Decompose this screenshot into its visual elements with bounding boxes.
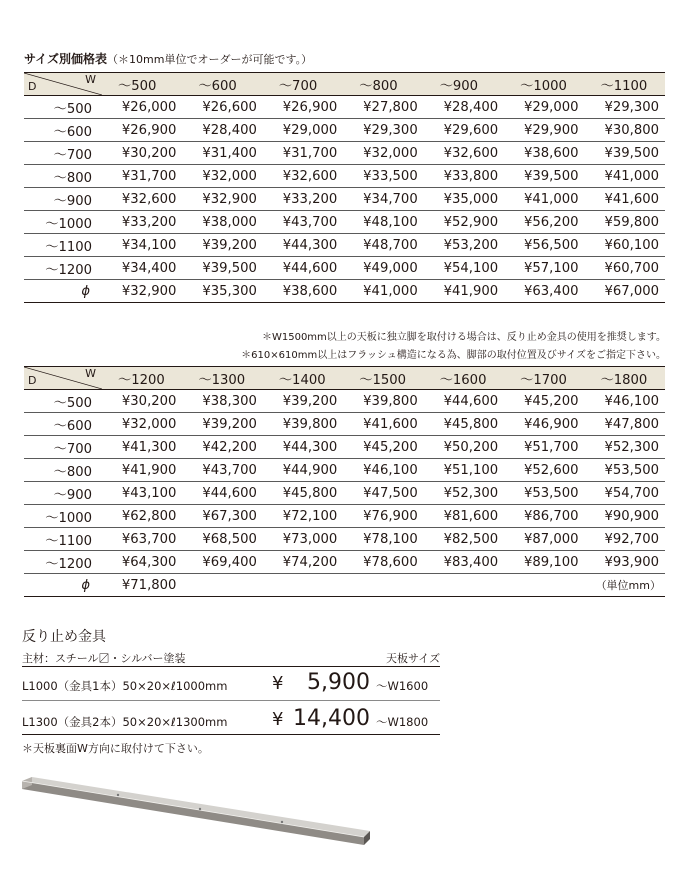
price-cell: ¥89,100 [504,551,584,574]
price-cell: ¥32,000 [182,165,262,188]
width-header: ～600 [182,73,262,96]
depth-header: ～1100 [24,528,102,551]
price-cell: ¥29,300 [343,119,423,142]
price-cell: ¥43,700 [182,459,262,482]
price-cell: ¥67,300 [182,505,262,528]
table-header-row [24,367,665,390]
table-row [24,142,665,165]
price-cell: ¥53,500 [504,482,584,505]
table-row [24,551,665,574]
price-cell: ¥45,200 [343,436,423,459]
price-cell: ¥45,200 [504,390,584,413]
price-cell: ¥52,600 [504,459,584,482]
price-cell: ¥39,200 [182,234,262,257]
table-row [24,390,665,413]
price-cell: ¥51,700 [504,436,584,459]
bracket-row-l1300 [22,706,440,732]
empty-cell [504,574,584,597]
price-cell: ¥38,600 [263,280,343,303]
empty-cell [343,574,423,597]
price-cell: ¥69,400 [182,551,262,574]
depth-header: ～700 [24,436,102,459]
table-row [24,280,665,303]
price-cell: ¥45,800 [263,482,343,505]
depth-header: ～1100 [24,234,102,257]
price-cell: ¥28,400 [424,96,504,119]
price-cell: ¥83,400 [424,551,504,574]
divider [22,700,440,701]
depth-header: ～900 [24,188,102,211]
price-cell: ¥26,900 [102,119,182,142]
title-main: サイズ別価格表 [24,52,108,66]
width-header: ～1100 [585,73,665,96]
table-row [24,436,665,459]
price-cell: ¥78,600 [343,551,423,574]
price-cell: ¥32,000 [343,142,423,165]
price-cell: ¥26,900 [263,96,343,119]
price-cell: ¥52,900 [424,211,504,234]
depth-header: ～1200 [24,551,102,574]
price-cell: ¥30,800 [585,119,665,142]
price-cell: ¥59,800 [585,211,665,234]
table-row-phi [24,574,665,597]
bracket-bar-image [20,775,372,847]
yen-sign: ¥ [272,709,284,730]
price-cell: ¥43,700 [263,211,343,234]
price-cell: ¥46,100 [343,459,423,482]
price-cell: ¥33,200 [102,211,182,234]
note-independent-legs: ＊W1500mm以上の天板に独立脚を取付ける場合は、反り止め金具の使用を推奨します。 [261,332,666,343]
price-cell: ¥29,300 [585,96,665,119]
width-header: ～1500 [343,367,423,390]
price-cell: ¥46,100 [585,390,665,413]
width-header: ～1300 [182,367,262,390]
bracket-code: L1300（金具2本）50×20×ℓ1300mm [22,715,228,729]
table-row [24,528,665,551]
price-cell: ¥87,000 [504,528,584,551]
price-cell: ¥45,800 [424,413,504,436]
price-cell: ¥48,100 [343,211,423,234]
price-cell: ¥56,500 [504,234,584,257]
width-header: ～1800 [585,367,665,390]
price-cell: ¥38,300 [182,390,262,413]
corner-cell [24,367,102,390]
table-header-row [24,73,665,96]
width-header: ～900 [424,73,504,96]
price-cell: ¥90,900 [585,505,665,528]
price-cell: ¥39,200 [263,390,343,413]
price-cell: ¥27,800 [343,96,423,119]
depth-header: ～500 [24,96,102,119]
table-row [24,234,665,257]
price-cell: ¥39,500 [182,257,262,280]
width-header: ～1400 [263,367,343,390]
divider [22,666,440,667]
price-cell: ¥32,900 [102,280,182,303]
price-cell: ¥42,200 [182,436,262,459]
price-cell: ¥31,700 [263,142,343,165]
bracket-price: 14,400 [293,706,370,731]
price-cell: ¥35,300 [182,280,262,303]
price-cell: ¥35,000 [424,188,504,211]
price-cell: ¥50,200 [424,436,504,459]
price-cell: ¥62,800 [102,505,182,528]
price-cell: ¥78,100 [343,528,423,551]
bracket-price: 5,900 [307,670,370,695]
price-cell: ¥53,500 [585,459,665,482]
price-cell: ¥63,700 [102,528,182,551]
depth-label: D [28,374,37,387]
table-row [24,188,665,211]
price-cell: ¥44,600 [424,390,504,413]
price-cell: ¥39,800 [263,413,343,436]
width-header: ～1700 [504,367,584,390]
price-cell: ¥64,300 [102,551,182,574]
price-cell: ¥44,600 [182,482,262,505]
price-cell: ¥86,700 [504,505,584,528]
price-cell: ¥67,000 [585,280,665,303]
price-table-1 [24,72,665,303]
price-cell: ¥32,900 [182,188,262,211]
price-cell: ¥41,900 [424,280,504,303]
depth-header: ～900 [24,482,102,505]
depth-header: ϕ [24,280,102,303]
width-header: ～1000 [504,73,584,96]
bracket-code: L1000（金具1本）50×20×ℓ1000mm [22,679,228,693]
price-cell: ¥73,000 [263,528,343,551]
price-cell: ¥46,900 [504,413,584,436]
price-cell: ¥41,300 [102,436,182,459]
price-cell: ¥44,300 [263,436,343,459]
bracket-note: ＊天板裏面W方向に取付けて下さい。 [22,742,209,755]
table-row [24,413,665,436]
price-cell: ¥43,100 [102,482,182,505]
depth-header: ～600 [24,413,102,436]
price-cell: ¥32,600 [102,188,182,211]
price-cell: ¥81,600 [424,505,504,528]
price-cell: ¥71,800 [102,574,182,597]
empty-cell [424,574,504,597]
depth-header: ～1000 [24,211,102,234]
price-cell: ¥47,500 [343,482,423,505]
price-cell: ¥93,900 [585,551,665,574]
table-row [24,257,665,280]
depth-header: ～600 [24,119,102,142]
price-cell: ¥29,900 [504,119,584,142]
divider [22,734,440,735]
price-cell: ¥34,100 [102,234,182,257]
bracket-title: 反り止め金具 [22,629,106,645]
price-cell: ¥54,700 [585,482,665,505]
width-header: ～1200 [102,367,182,390]
price-cell: ¥26,000 [102,96,182,119]
price-cell: ¥41,600 [343,413,423,436]
price-cell: ¥48,700 [343,234,423,257]
price-cell: ¥34,400 [102,257,182,280]
price-cell: ¥60,100 [585,234,665,257]
width-header: ～700 [263,73,343,96]
price-cell: ¥41,000 [343,280,423,303]
depth-header: ～700 [24,142,102,165]
table-row [24,119,665,142]
price-cell: ¥57,100 [504,257,584,280]
price-cell: ¥38,600 [504,142,584,165]
price-cell: ¥29,600 [424,119,504,142]
width-header: ～500 [102,73,182,96]
width-header: ～800 [343,73,423,96]
price-cell: ¥41,600 [585,188,665,211]
price-cell: ¥38,000 [182,211,262,234]
price-cell: ¥68,500 [182,528,262,551]
price-cell: ¥33,200 [263,188,343,211]
price-cell: ¥39,200 [182,413,262,436]
bracket-row-l1000 [22,670,440,696]
price-cell: ¥41,000 [585,165,665,188]
table-row [24,459,665,482]
depth-header: ～1000 [24,505,102,528]
price-cell: ¥31,700 [102,165,182,188]
depth-label: D [28,80,37,93]
table-row [24,482,665,505]
price-cell: ¥30,200 [102,142,182,165]
price-cell: ¥74,200 [263,551,343,574]
price-cell: ¥39,500 [504,165,584,188]
price-cell: ¥29,000 [263,119,343,142]
unit-label: （単位mm） [585,574,665,597]
table-row [24,505,665,528]
price-cell: ¥82,500 [424,528,504,551]
table-size-header: 天板サイズ [386,652,441,665]
bracket-range: ～W1800 [376,715,429,729]
price-cell: ¥72,100 [263,505,343,528]
title-sub: （＊10mm単位でオーダーが可能です。） [107,53,313,66]
price-cell: ¥76,900 [343,505,423,528]
price-cell: ¥41,000 [504,188,584,211]
width-label: W [85,367,97,380]
width-label: W [85,73,97,86]
empty-cell [263,574,343,597]
note-flush-structure: ＊610×610mm以上はフラッシュ構造になる為、脚部の取付位置及びサイズをご指定下さい。 [241,350,666,361]
yen-sign: ¥ [272,673,284,694]
price-cell: ¥39,800 [343,390,423,413]
corner-cell [24,73,102,96]
depth-header: ～800 [24,165,102,188]
depth-header: ～500 [24,390,102,413]
depth-header: ϕ [24,574,102,597]
price-cell: ¥32,000 [102,413,182,436]
bracket-material: 主材：スチール〼・シルバー塗装 [22,652,186,665]
price-cell: ¥32,600 [424,142,504,165]
price-cell: ¥56,200 [504,211,584,234]
table-row [24,165,665,188]
price-cell: ¥29,000 [504,96,584,119]
price-cell: ¥31,400 [182,142,262,165]
price-cell: ¥51,100 [424,459,504,482]
price-cell: ¥52,300 [424,482,504,505]
width-header: ～1600 [424,367,504,390]
table-row [24,96,665,119]
price-cell: ¥33,800 [424,165,504,188]
price-cell: ¥41,900 [102,459,182,482]
bracket-range: ～W1600 [376,679,429,693]
price-cell: ¥26,600 [182,96,262,119]
table-row [24,211,665,234]
depth-header: ～1200 [24,257,102,280]
price-cell: ¥49,000 [343,257,423,280]
price-cell: ¥92,700 [585,528,665,551]
empty-cell [182,574,262,597]
price-cell: ¥39,500 [585,142,665,165]
price-cell: ¥28,400 [182,119,262,142]
price-cell: ¥44,900 [263,459,343,482]
price-cell: ¥30,200 [102,390,182,413]
price-cell: ¥53,200 [424,234,504,257]
price-cell: ¥63,400 [504,280,584,303]
price-cell: ¥34,700 [343,188,423,211]
depth-header: ～800 [24,459,102,482]
price-cell: ¥52,300 [585,436,665,459]
price-table-2 [24,366,665,597]
price-cell: ¥54,100 [424,257,504,280]
price-cell: ¥33,500 [343,165,423,188]
price-cell: ¥44,600 [263,257,343,280]
price-table-title [24,50,312,67]
price-cell: ¥44,300 [263,234,343,257]
price-cell: ¥32,600 [263,165,343,188]
price-cell: ¥60,700 [585,257,665,280]
price-cell: ¥47,800 [585,413,665,436]
